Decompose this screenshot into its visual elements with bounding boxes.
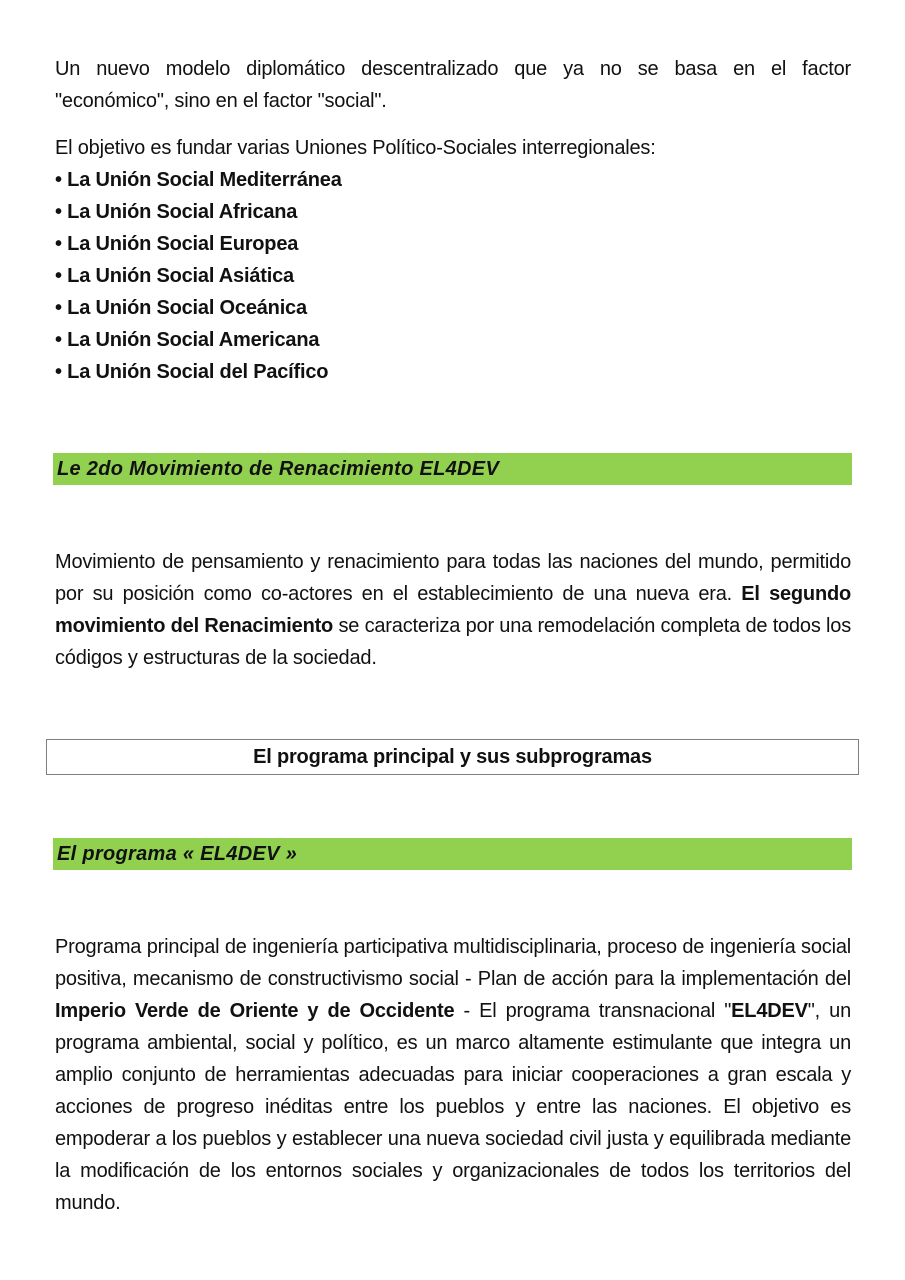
intro-line-2: "económico", sino en el factor "social". <box>55 90 387 112</box>
intro-line-1: Un nuevo modelo diplomático descentralizado que ya no se basa en el factor <box>55 58 851 80</box>
programa-bold-el4dev: EL4DEV <box>731 1000 808 1022</box>
programa-text-b: - El programa transnacional " <box>454 1000 732 1022</box>
section-heading-renacimiento: Le 2do Movimiento de Renacimiento EL4DEV <box>53 453 852 485</box>
programa-paragraph <box>55 931 851 1219</box>
renacimiento-text-a: Movimiento de pensamiento y renacimiento para todas las naciones del mundo, permitido por su posición como co-actores en el establecimiento de una nueva era. <box>55 551 851 605</box>
renacimiento-text-b: se caracteriza por una remodelación completa de todos los códigos y estructuras de la sociedad. <box>55 615 851 669</box>
list-item: • La Unión Social Mediterránea <box>55 164 342 196</box>
programa-text-a: Programa principal de ingeniería participativa multidisciplinaria, proceso de ingeniería social positiva, mecanismo de constructivismo social - Plan de acción para la implementación del <box>55 936 851 990</box>
list-item: • La Unión Social del Pacífico <box>55 356 342 388</box>
program-box-title: El programa principal y sus subprogramas <box>46 739 859 775</box>
objective-text: El objetivo es fundar varias Uniones Político-Sociales interregionales: <box>55 137 656 159</box>
objective-paragraph <box>55 132 851 164</box>
list-item: • La Unión Social Oceánica <box>55 292 342 324</box>
programa-bold-imperio: Imperio Verde de Oriente y de Occidente <box>55 1000 455 1022</box>
list-item: • La Unión Social Africana <box>55 196 342 228</box>
list-item: • La Unión Social Europea <box>55 228 342 260</box>
programa-text-c: ", un programa ambiental, social y político, es un marco altamente estimulante que integra un amplio conjunto de herramientas adecuadas para iniciar cooperaciones a gran escala y acciones de progreso inéditas entre los pueblos y entre las naciones. El objetivo es empoderar a los pueblos y establecer una nueva sociedad civil justa y equilibrada mediante la modificación de los entornos sociales y organizacionales de todos los territorios del mundo. <box>55 1000 851 1214</box>
unions-list <box>55 164 342 388</box>
renacimiento-paragraph <box>55 546 851 674</box>
intro-paragraph <box>55 53 851 117</box>
list-item: • La Unión Social Americana <box>55 324 342 356</box>
list-item: • La Unión Social Asiática <box>55 260 342 292</box>
section-heading-programa: El programa « EL4DEV » <box>53 838 852 870</box>
renacimiento-bold: El segundo movimiento del Renacimiento <box>55 583 851 637</box>
